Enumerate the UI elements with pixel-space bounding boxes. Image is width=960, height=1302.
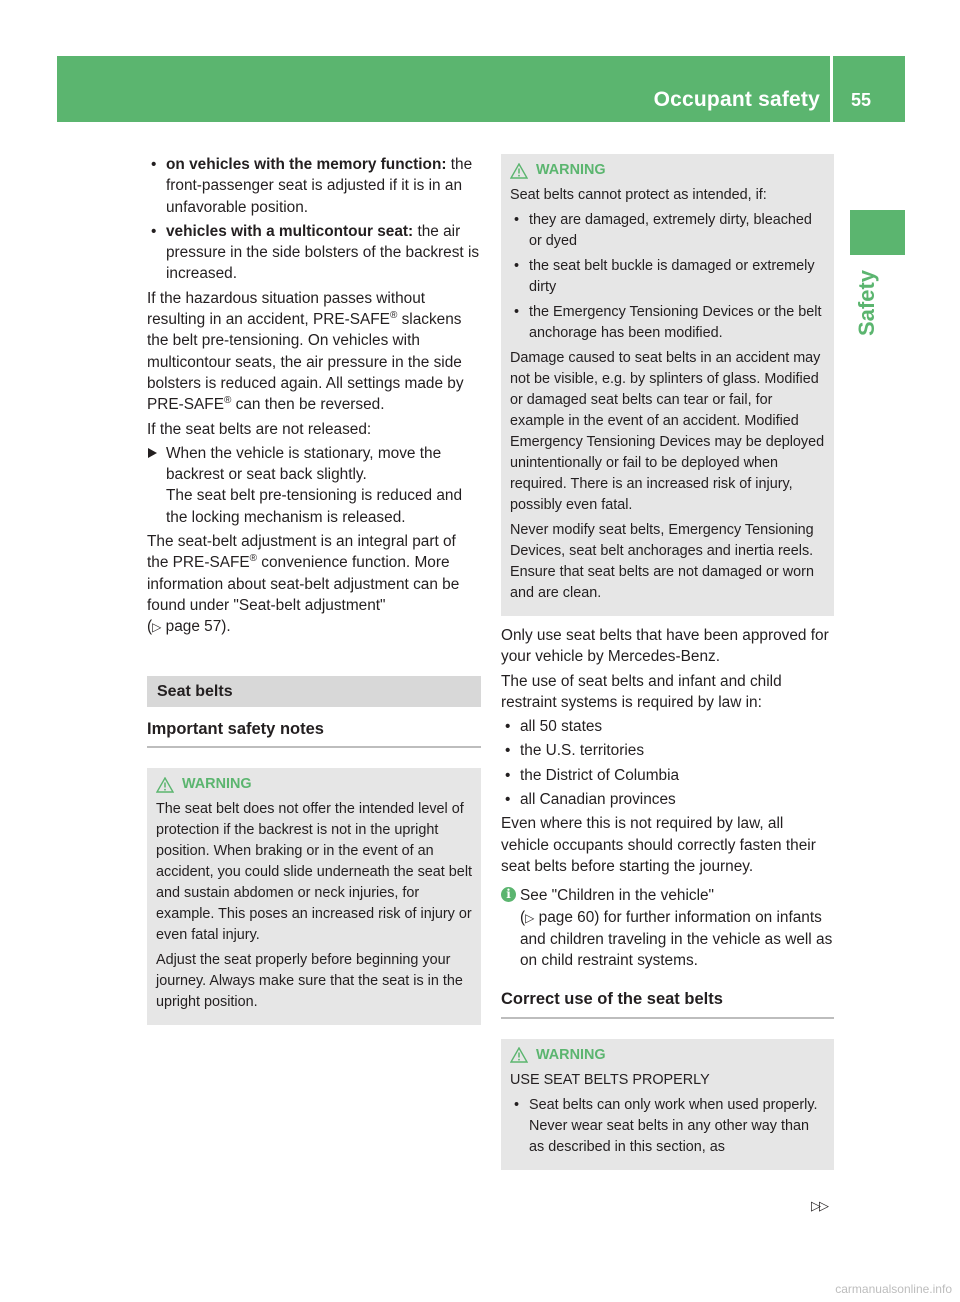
- warning-title: WARNING: [536, 1046, 606, 1063]
- text: (: [520, 908, 526, 926]
- warning-triangle-icon: [156, 777, 174, 793]
- warning-header: [510, 1045, 826, 1066]
- warning-title: WARNING: [536, 162, 606, 178]
- info-text: [520, 907, 834, 972]
- subsection-title: Correct use of the seat belts: [501, 989, 834, 1018]
- page-reference-link[interactable]: page 60) for further information on infants and children traveling in the vehicle as well as on child restraint systems.: [520, 908, 833, 970]
- paragraph: Even where this is not required by law, all vehicle occupants should correctly fasten their seat belts before starting the journey.: [501, 815, 816, 875]
- paragraph: Only use seat belts that have been approved for your vehicle by Mercedes-Benz.: [501, 627, 829, 666]
- list-item: • they are damaged, extremely dirty, bleached or dyed: [510, 210, 826, 252]
- list-item: [147, 154, 481, 218]
- warning-text: Damage caused to seat belts in an accident may not be visible, e.g. by splinters of glass. Modified or damaged seat belts can tear or fail, for example in the event of an accident. Modified Emergency Tensioning Devices may be deployed unintentionally or fail to be deployed when required. There is an increased risk of injury, possibly even fatal.: [510, 350, 825, 513]
- chapter-title: Occupant safety: [653, 88, 820, 111]
- paragraph: [147, 288, 481, 416]
- warning-title: WARNING: [182, 776, 252, 793]
- registered-mark: ®: [249, 553, 258, 565]
- text: The seat-belt adjustment is an integral part of the PRE-SAFE: [147, 533, 456, 572]
- section-title: Seat belts: [147, 676, 481, 707]
- page-number: 55: [850, 90, 871, 110]
- left-column: [147, 154, 481, 1034]
- paragraph: If the seat belts are not released:: [147, 420, 372, 438]
- text: slackens the belt pre-tensioning. On vehicles with multicontour seats, the air pressure in the side bolsters is reduced again. All settings made by PRE-SAFE: [147, 311, 464, 414]
- warning-header: [510, 160, 826, 181]
- text: convenience function. More information about seat-belt adjustment can be found under "Seat-belt adjustment": [147, 554, 460, 614]
- step-arrow-icon: [148, 448, 157, 458]
- text: (: [147, 618, 153, 636]
- page-ref-arrow-icon: ▷: [525, 910, 535, 925]
- warning-box: [501, 1039, 834, 1170]
- side-tab-marker: [850, 210, 905, 255]
- list-item: • the U.S. territories: [501, 740, 834, 761]
- warning-box: [147, 768, 481, 1025]
- warning-triangle-icon: [510, 1047, 528, 1063]
- list-item-text: the air pressure in the side bolsters of the backrest is increased.: [166, 222, 480, 283]
- registered-mark: ®: [223, 395, 232, 407]
- warning-text: Adjust the seat properly before beginning your journey. Always make sure that the seat is in the upright position.: [156, 952, 463, 1011]
- warning-text: Seat belts cannot protect as intended, if:: [510, 187, 767, 203]
- list-item-bold: vehicles with a multicontour seat:: [166, 222, 414, 240]
- list-item: • the seat belt buckle is damaged or extremely dirty: [510, 256, 826, 298]
- text: If the hazardous situation passes without resulting in an accident, PRE-SAFE: [147, 289, 426, 329]
- text: can then be reversed.: [231, 396, 385, 414]
- warning-header: [156, 774, 473, 795]
- paragraph: [147, 531, 481, 638]
- step-text: When the vehicle is stationary, move the backrest or seat back slightly.: [166, 444, 442, 484]
- paragraph: The use of seat belts and infant and child restraint systems is required by law in:: [501, 672, 782, 711]
- list-item: • all 50 states: [501, 716, 834, 737]
- list-item-text: the front-passenger seat is adjusted if it is in an unfavorable position.: [166, 156, 473, 216]
- list-item: • the Emergency Tensioning Devices or the belt anchorage has been modified.: [510, 302, 826, 344]
- list-item: [147, 221, 481, 285]
- page-ref-arrow-icon: ▷: [152, 620, 162, 635]
- warning-text: Never modify seat belts, Emergency Tensioning Devices, seat belt anchorages and inertia reels. Ensure that seat belts are not damaged or worn and are clean.: [510, 522, 814, 601]
- warning-triangle-icon: [510, 163, 528, 179]
- info-note: [501, 885, 834, 971]
- list-item: • Seat belts can only work when used properly. Never wear seat belts in any other way than as described in this section, as: [510, 1095, 826, 1158]
- right-column: [501, 154, 834, 1179]
- warning-box: [501, 154, 834, 616]
- list-item-bold: on vehicles with the memory function:: [166, 156, 447, 173]
- page-header: [57, 56, 905, 122]
- list-item: • the District of Columbia: [501, 765, 834, 786]
- continued-arrow-icon: ▷▷: [811, 1198, 827, 1213]
- registered-mark: ®: [389, 309, 398, 321]
- side-tab-label: Safety: [854, 269, 879, 336]
- instruction-step: [147, 443, 481, 528]
- list-item: • all Canadian provinces: [501, 789, 834, 810]
- info-icon: i: [501, 887, 516, 902]
- subsection-title: Important safety notes: [147, 719, 481, 748]
- step-result: The seat belt pre-tensioning is reduced and the locking mechanism is released.: [166, 487, 463, 526]
- info-text: See "Children in the vehicle": [520, 887, 715, 905]
- watermark: carmanualsonline.info: [835, 1282, 952, 1296]
- warning-text: The seat belt does not offer the intended level of protection if the backrest is not in the upright position. When braking or in the event of an accident, you could slide underneath the seat belt and sustain abdomen or neck injuries, for example. This poses an increased risk of injury or even fatal injury.: [156, 801, 473, 944]
- header-divider: [830, 56, 833, 122]
- page-reference-link[interactable]: page 57).: [161, 618, 231, 636]
- warning-text: USE SEAT BELTS PROPERLY: [510, 1071, 710, 1088]
